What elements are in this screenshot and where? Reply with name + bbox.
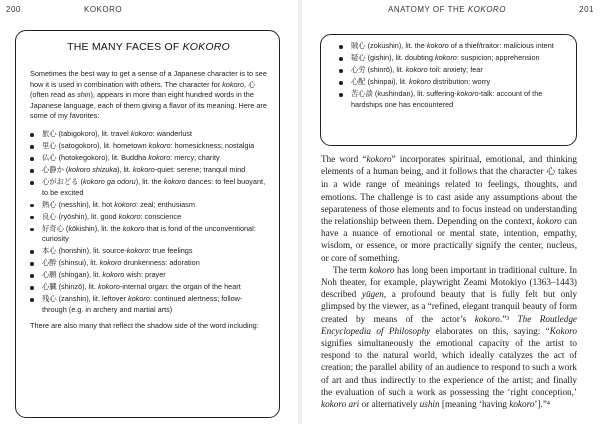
bullet-icon [339, 57, 343, 61]
italic-term: kokoro [536, 216, 562, 227]
list-item [30, 270, 267, 281]
text-run: of a thief/traitor: malicious intent [448, 41, 554, 50]
text-run: : conscience [140, 211, 182, 221]
text-run: : continued alertness; follow-through (e.g. in archery and martial arts) [42, 294, 243, 315]
text-run: (zanshin), lit. leftover [56, 294, 128, 304]
text-run: (kushindan), lit. suffering- [372, 88, 457, 98]
text-run: ), lit. the [135, 176, 164, 186]
italic-term: kokoro [132, 164, 155, 174]
bullet-icon [30, 204, 34, 208]
text-run: (gishin), lit. doubting [365, 52, 435, 62]
text-run: (shinsui), lit. [56, 258, 100, 268]
bullet-icon [30, 298, 34, 302]
list-item [30, 177, 267, 199]
bullet-icon [30, 228, 34, 232]
left-running-title: KOKORO [84, 5, 123, 14]
text-run: (ryōshin), lit. good [56, 211, 119, 221]
list-item [30, 200, 267, 211]
text-run: can have a nuance of emotional or mental state, intention, empathy, wisdom, or essence, or more practically signify the center, nucleus, or core of something. [321, 216, 577, 263]
bullet-icon [339, 81, 343, 85]
text-run: that is fond of the unconventional: curiosity [42, 223, 256, 244]
text-run: , a profound beauty that is fully felt but only glimpsed by the viewer, as a “refined, elegant tranquil beauty of form created by means of the actor’s [321, 289, 578, 324]
italic-term: kokoro [126, 246, 149, 256]
list-item [339, 65, 564, 76]
box-title-emph: KOKORO [182, 41, 230, 53]
kanji-term: 旅心 [42, 128, 57, 138]
text-run: The term [333, 264, 370, 275]
italic-term: kokoro [369, 264, 395, 275]
text-run: : true feelings [148, 246, 193, 256]
italic-term: kokoro [99, 258, 122, 268]
list-item [30, 246, 267, 257]
kanji-term: 心がおどる [42, 176, 79, 186]
bullet-icon [30, 274, 34, 278]
kanji-term: 心労 [351, 64, 366, 74]
bullet-icon [339, 45, 343, 49]
body-paragraph [321, 153, 577, 264]
kanji-term: 心 [546, 166, 556, 178]
text-run: (kōkishin), lit. the [63, 223, 123, 233]
bullet-icon [30, 216, 34, 220]
kanji-term: 心配 [351, 76, 366, 86]
italic-term: kokoro [102, 270, 125, 280]
box-intro-text: , [244, 79, 249, 89]
bullet-icon [339, 93, 343, 97]
box-intro-text: (often read as [30, 90, 78, 100]
text-run: (honshin), lit. source- [56, 246, 127, 256]
italic-term: kokoro [118, 211, 141, 221]
italic-term: kokoro [163, 176, 186, 186]
bullet-icon [30, 181, 34, 185]
list-item [30, 153, 267, 164]
text-run: elaborates on this, saying: “ [430, 325, 550, 336]
kanji-term: 里心 [42, 140, 57, 150]
right-running-title [388, 5, 506, 14]
kanji-term: 本心 [42, 246, 57, 256]
box-outro: There are also many that reflect the shadow side of the word including: [30, 320, 259, 330]
text-run: (shinpai), lit. [365, 76, 409, 86]
italic-term: kokoro [434, 52, 457, 62]
italic-term: yūgen [361, 289, 384, 300]
italic-term: kokoro ari [321, 399, 360, 410]
list-item [339, 41, 564, 52]
box-intro-term: kokoro [222, 79, 245, 89]
italic-term: kokoro [426, 41, 449, 50]
list-item [30, 165, 267, 176]
list-item [339, 53, 564, 64]
italic-term: kokoro [130, 128, 153, 138]
body-text [321, 153, 577, 410]
text-run: : wanderlust [152, 128, 193, 138]
kanji-term: 良心 [42, 211, 57, 221]
italic-term: kokoro [122, 223, 145, 233]
book-gutter [298, 0, 302, 424]
list-item [30, 141, 267, 152]
sidebar-box-many-faces [15, 30, 280, 418]
italic-term: Kokoro [549, 325, 577, 336]
sidebar-box-continued [320, 34, 577, 146]
list-item [339, 89, 564, 111]
list-item [30, 258, 267, 269]
right-running-title-prefix: ANATOMY OF THE [388, 5, 468, 14]
text-run: .”³ [499, 313, 518, 324]
text-run: ’].”⁴ [534, 399, 551, 410]
kanji-term: 心願 [42, 270, 57, 280]
bullet-icon [30, 262, 34, 266]
italic-term: kokoro [148, 152, 171, 162]
kanji-term: 賊心 [351, 41, 366, 50]
bullet-icon [30, 286, 34, 290]
list-item [30, 224, 267, 246]
text-run: (tabigokoro), lit. travel [56, 128, 131, 138]
text-run: ” incorporates spiritual, emotional, and thinking elements of a human being, and it follows that the character [321, 154, 577, 177]
box-intro-kanji: 心 [248, 79, 256, 89]
text-run: toil: anxiety; fear [427, 64, 483, 74]
bullet-icon [30, 133, 34, 137]
text-run: ( [63, 164, 69, 174]
text-run: (satogokoro), lit. hometown [56, 140, 149, 150]
kanji-term: 苦心談 [351, 88, 373, 98]
italic-term: kokoro [408, 76, 431, 86]
italic-term: kokoro [148, 140, 171, 150]
bullet-icon [30, 169, 34, 173]
text-run: : mercy; charity [170, 152, 220, 162]
text-run: (nesshin), lit. hot [56, 199, 115, 209]
kanji-term: 疑心 [351, 52, 366, 62]
kanji-term: 熱心 [42, 199, 57, 209]
text-run: : homesickness; nostalgia [170, 140, 255, 150]
text-run: -internal organ: the organ of the heart [119, 282, 241, 292]
text-run: signifies simultaneously the emotional capacity of the artist to respond to the natural world, which ideally catalyzes the act of creation; the parallel ability of an audience to respond to such a work of art and thus indirectly to the experience of the artist; and finally the evaluation of such a work as possessing the ‘right conception,’ [321, 338, 577, 397]
text-run: drunkenness: adoration [121, 258, 200, 268]
text-run: ), lit. [117, 164, 133, 174]
kanji-term: 心臓 [42, 282, 57, 292]
italic-term: kokoro [97, 282, 120, 292]
kanji-term: 心酔 [42, 258, 57, 268]
list-item [30, 282, 267, 293]
text-run: The word “ [321, 154, 367, 164]
text-run: has long been important in traditional culture. In Noh theater, for example, playwright Zeami Motokiyo (1363–1443) described [321, 264, 577, 300]
kanji-term: 好奇心 [42, 223, 64, 233]
kanji-term: 残心 [42, 294, 57, 304]
text-run: (shinrō), lit. [365, 64, 406, 74]
kokoro-shadow-word-list [339, 41, 564, 111]
list-item [339, 77, 564, 88]
italic-term: ushin [419, 399, 440, 410]
text-run: (shinzō), lit. [56, 282, 98, 292]
text-run: ( [78, 176, 83, 186]
text-run: or alternatively [359, 399, 420, 410]
box-title-prefix: THE MANY FACES OF [67, 41, 183, 53]
italic-term: kokoro [405, 64, 428, 74]
text-run: [meaning ‘having [439, 399, 510, 410]
left-page-number: 200 [6, 5, 21, 14]
text-run: : zeal; enthusiasm [136, 199, 195, 209]
text-run: dances: to feel buoyant, to be excited [42, 176, 266, 197]
text-run: -quiet: serene; tranquil mind [154, 164, 246, 174]
right-running-title-emph: KOKORO [467, 5, 506, 14]
box-intro-term: shin [77, 90, 91, 100]
italic-term: kokoro [456, 88, 479, 98]
text-run: : suspicion; apprehension [456, 52, 540, 62]
italic-term: kokoro shizuka [68, 164, 118, 174]
text-run: (shingan), lit. [56, 270, 103, 280]
text-run: (zokushin), lit. the [365, 41, 427, 50]
box-intro-text: ), appears in more than eight hundred words in the Japanese language, each of them giving a flavor of its meaning. Here are some of my favorites: [30, 90, 267, 121]
bullet-icon [30, 250, 34, 254]
right-page [304, 0, 600, 424]
italic-term: kokoro [127, 294, 150, 304]
box-intro-text: Sometimes the best way to get a sense of a Japanese character is to see how it is used in combination with others. The character for [30, 69, 267, 89]
kanji-term: 心静か [42, 164, 64, 174]
list-item [30, 212, 267, 223]
kokoro-word-list [30, 129, 267, 316]
left-page [0, 0, 296, 424]
text-run: -talk: account of the hardships one has encountered [351, 88, 543, 109]
text-run: (hotokegokoro), lit. Buddha [56, 152, 149, 162]
body-paragraph [321, 264, 577, 410]
italic-term: kokoro [509, 399, 535, 410]
text-run: distribution: worry [430, 76, 491, 86]
italic-term: kokoro [474, 313, 500, 324]
bullet-icon [339, 69, 343, 73]
list-item [30, 129, 267, 140]
box-title [30, 41, 267, 53]
text-run: wish: prayer [124, 270, 166, 280]
italic-term: The Routledge Encyclopedia of Philosophy [321, 313, 577, 336]
right-page-number: 201 [579, 5, 594, 14]
italic-term: kokoro [114, 199, 137, 209]
box-intro [30, 69, 267, 122]
bullet-icon [30, 145, 34, 149]
list-item [30, 294, 267, 316]
italic-term: kokoro ga odoru [82, 176, 136, 186]
italic-term: kokoro [366, 154, 392, 164]
kanji-term: 仏心 [42, 152, 57, 162]
text-run: takes in a wide range of meanings related to feelings, thoughts, and emotions. The challenge is to cast aside any assumptions about the separateness of those elements and to focus instead on understanding the relationship between them. Depending on the context, [321, 166, 577, 227]
bullet-icon [30, 157, 34, 161]
